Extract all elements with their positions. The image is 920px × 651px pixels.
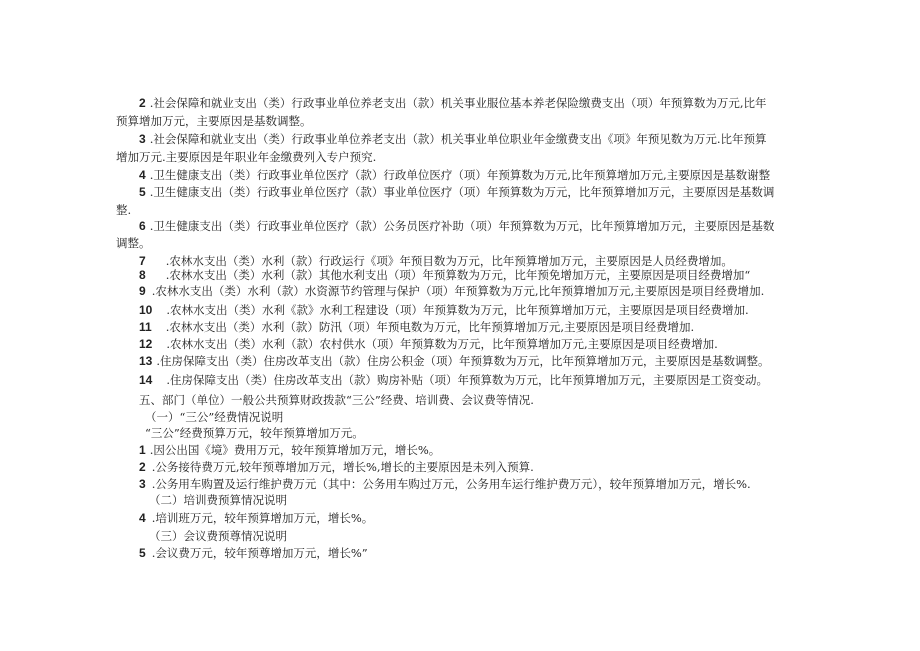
line-text: .卫生健康支出（类）行政事业单位医疗（款）公务员医疗补助（项）年预算数为万元，比年预算增加万元，主要原因是基数 xyxy=(149,219,775,233)
line-text: .卫生健康支出（类）行政事业单位医疗（款）事业单位医疗（项）年预算数为万元，比年预算增加万元，主要原因是基数调 xyxy=(149,185,775,199)
line-text: .卫生健康支出（类）行政事业单位医疗（款）行政单位医疗（项）年预算数为万元,比年预算增加万元,主要原因是基数谢整 xyxy=(149,168,771,182)
line-text: .公务接待费万元,较年预尊增加万元，增长%,增长的主要原因是未列入预算. xyxy=(151,460,534,474)
item-number: 7 xyxy=(139,254,146,268)
line-text: 预算增加万元，主要原因是基数调整。 xyxy=(116,114,312,128)
paragraph-line xyxy=(139,303,749,317)
paragraph-line xyxy=(139,477,751,491)
line-text: .农林水支出（类）水利（款）其他水利支出（项）年预算数为万元，比年预免增加万元，主要原因是项目经费增加“ xyxy=(165,268,751,282)
line-text: （三）会议费预尊情况说明 xyxy=(149,529,287,543)
item-number: 12 xyxy=(139,337,153,351)
paragraph-line xyxy=(139,443,440,457)
item-number: 2 xyxy=(139,96,146,110)
paragraph-line xyxy=(139,373,768,387)
line-text: .社会保障和就业支出（类）行政事业单位养老支出（款）机关事业服位基本养老保险缴费支出（项）年预算数为万元,比年 xyxy=(149,96,767,110)
paragraph-line xyxy=(139,320,694,334)
item-number: 5 xyxy=(139,185,146,199)
line-text: .住房保障支出（类）住房改革支出（款）购房补贴（项）年预算数为万元，比年预算增加万元，主要原因是工资变动。 xyxy=(166,373,769,387)
paragraph-line xyxy=(139,546,368,560)
item-number: 4 xyxy=(139,168,146,182)
item-number: 1 xyxy=(139,443,146,457)
line-text: 五、部门（单位）一般公共预算财政拨款“三公”经费、培训费、会议费等情况. xyxy=(139,393,534,407)
line-text: .公务用车购置及运行维护费万元（其中：公务用车购过万元，公务用车运行维护费万元），较年预算增加万元，增长%. xyxy=(151,477,751,491)
line-text: .农林水支出（类）水利（款）行政运行《项》年预目数为万元，比年预算增加万元，主要原因是人员经费增加。 xyxy=(165,254,733,268)
item-number: 13 xyxy=(139,354,153,368)
line-text: .培训班万元，较年预算增加万元，增长%。 xyxy=(151,511,374,525)
paragraph-line xyxy=(116,114,312,128)
item-number: 14 xyxy=(139,373,153,387)
section-heading xyxy=(139,393,534,407)
paragraph-line xyxy=(116,236,151,250)
item-number: 3 xyxy=(139,132,146,146)
paragraph-line xyxy=(139,254,733,268)
paragraph-line xyxy=(139,168,770,182)
paragraph-line xyxy=(139,354,770,368)
subsection-heading xyxy=(149,493,287,507)
line-text: .因公出国《境》费用万元，较年预算增加万元，增长%。 xyxy=(149,443,441,457)
line-text: .农林水支出（类）水利（款）水资源节约管理与保护（项）年预算数为万元,比年预算增加万元,主要原因是项目经费增加. xyxy=(151,284,765,298)
line-text: “三公”经费预算万元，较年预算增加万元。 xyxy=(145,426,364,440)
item-number: 2 xyxy=(139,460,146,474)
line-text: 调整。 xyxy=(116,236,151,250)
line-text: .农林水支出（类）水利（款）农村供水（项）年预算数为万元，比年预算增加万元,主要原因是项目经费增加. xyxy=(166,337,718,351)
line-text: 整. xyxy=(116,203,132,217)
item-number: 3 xyxy=(139,477,146,491)
item-number: 5 xyxy=(139,546,146,560)
paragraph-line xyxy=(139,219,774,233)
paragraph-line xyxy=(139,511,373,525)
paragraph-line xyxy=(139,185,774,199)
item-number: 8 xyxy=(139,268,146,282)
line-text: （二）培训费预算情况说明 xyxy=(149,493,287,507)
paragraph-line xyxy=(139,337,718,351)
line-text: .会议费万元，较年预尊增加万元，增长%” xyxy=(151,546,368,560)
subsection-heading xyxy=(149,529,287,543)
item-number: 6 xyxy=(139,219,146,233)
paragraph-line xyxy=(139,460,534,474)
item-number: 4 xyxy=(139,511,146,525)
line-text: .农林水支出（类）水利《款》水利工程建设（项）年预算数为万元，比年预算增加万元，主要原因是项目经费增加. xyxy=(166,303,749,317)
paragraph-line xyxy=(139,132,767,146)
item-number: 9 xyxy=(139,284,146,298)
line-text: 增加万元.主要原因是年职业年金缴费列入专户预究. xyxy=(116,150,377,164)
line-text: （一）“三公”经费情况说明 xyxy=(145,410,284,424)
paragraph-line xyxy=(139,284,764,298)
paragraph-line xyxy=(139,268,750,282)
item-number: 10 xyxy=(139,303,153,317)
subsection-heading xyxy=(145,410,283,424)
paragraph-line xyxy=(116,150,376,164)
paragraph-line xyxy=(116,203,131,217)
line-text: .农林水支出（类）水利（款）防汛（项）年预电数为万元，比年预算增加万元,主要原因是项目经费增加. xyxy=(165,320,695,334)
paragraph-line xyxy=(139,96,767,110)
item-number: 11 xyxy=(139,320,152,334)
paragraph-line xyxy=(145,426,364,440)
line-text: .住房保障支出（类）住房改革支出（款）住房公积金（项）年预算数为万元，比年预算增加万元，主要原因是基数调整。 xyxy=(156,354,770,368)
line-text: .社会保障和就业支出（类）行政事业单位养老支出（款）机关事业单位职业年金缴费支出《项》年预见数为万元.比年预算 xyxy=(149,132,767,146)
